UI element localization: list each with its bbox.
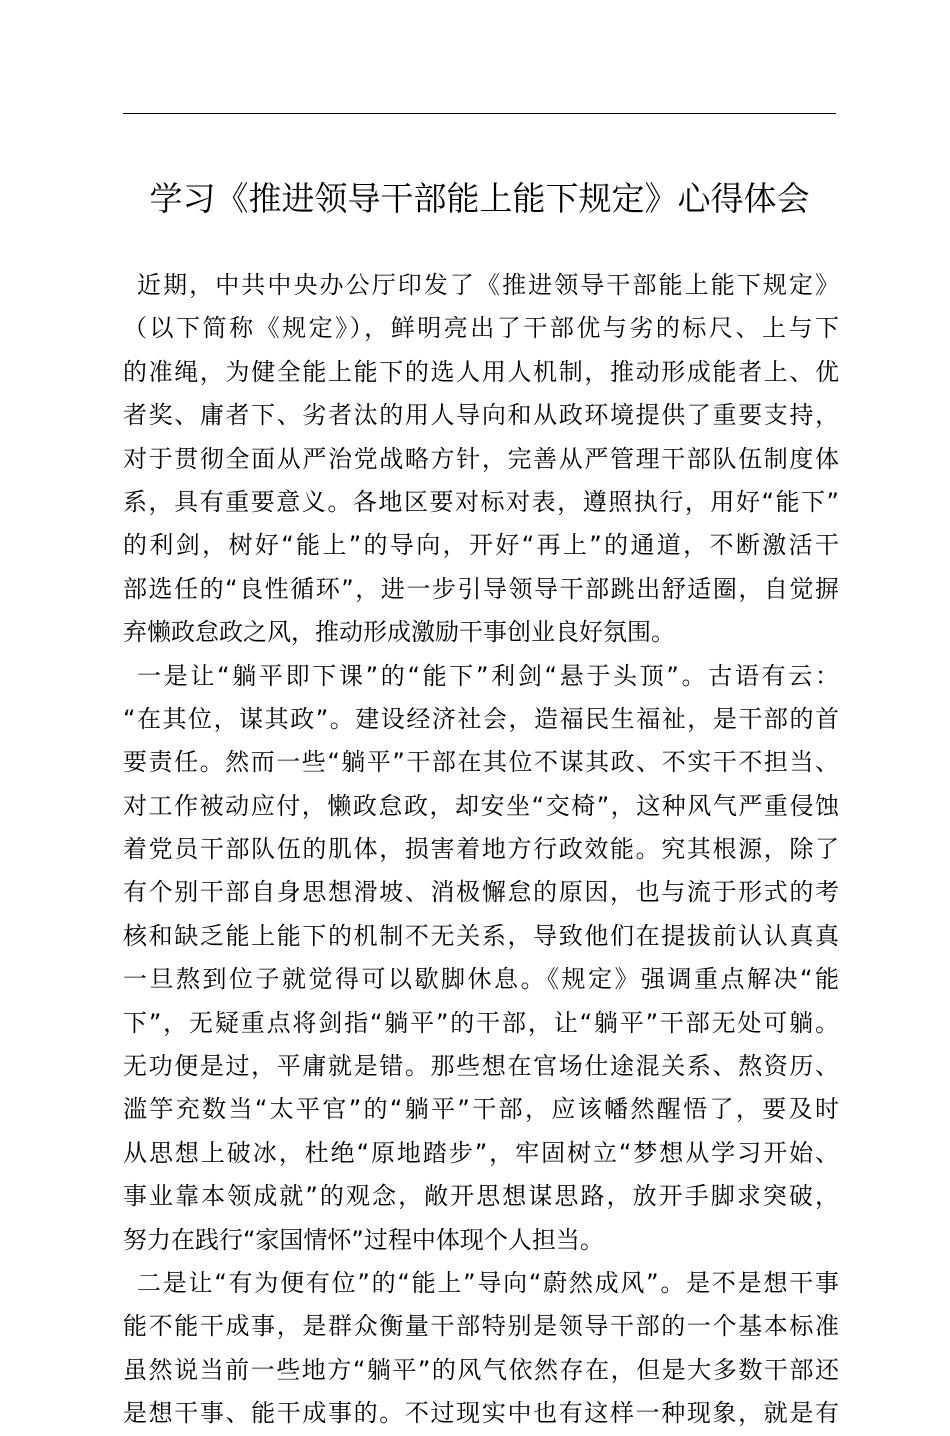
text-line: 事业靠本领成就”的观念，敞开思想谋思路，放开手脚求突破， (123, 1182, 839, 1211)
text-line: 要责任。然而一些“躺平”干部在其位不谋其政、不实干不担当、 (123, 748, 839, 777)
text-line: 部选任的“良性循环”，进一步引导领导干部跳出舒适圈，自觉摒 (123, 574, 839, 603)
text-line: 核和缺乏能上能下的机制不无关系，导致他们在提拔前认认真真 (123, 921, 839, 950)
text-line: 对工作被动应付，懒政怠政，却安坐“交椅”，这种风气严重侵蚀 (123, 791, 839, 820)
text-line: 一是让“躺平即下课”的“能下”利剑“悬于头顶”。古语有云： (137, 661, 839, 690)
text-line: 滥竽充数当“太平官”的“躺平”干部，应该幡然醒悟了，要及时 (123, 1095, 839, 1124)
text-line: 二是让“有为便有位”的“能上”导向“蔚然成风”。是不是想干事 (137, 1268, 839, 1297)
text-line: 一旦熬到位子就觉得可以歇脚休息。《规定》强调重点解决“能 (123, 965, 839, 994)
text-line: 着党员干部队伍的肌体，损害着地方行政效能。究其根源，除了 (123, 835, 839, 864)
paragraph-point-two (123, 1262, 839, 1436)
text-line: 能不能干成事，是群众衡量干部特别是领导干部的一个基本标准 (123, 1312, 839, 1341)
text-line: 努力在践行“家国情怀”过程中体现个人担当。 (123, 1225, 604, 1254)
text-line: 虽然说当前一些地方“躺平”的风气依然存在，但是大多数干部还 (123, 1355, 839, 1384)
text-line: “在其位，谋其政”。建设经济社会，造福民生福祉，是干部的首 (123, 704, 839, 733)
paragraph-intro (123, 264, 839, 655)
document-title: 学习《推进领导干部能上能下规定》心得体会 (149, 179, 810, 218)
text-line: 弃懒政怠政之风，推动形成激励干事创业良好氛围。 (123, 618, 675, 647)
text-line: 近期，中共中央办公厅印发了《推进领导干部能上能下规定》 (137, 271, 839, 299)
header-rule (123, 113, 836, 114)
text-line: 的利剑，树好“能上”的导向，开好“再上”的通道，不断激活干 (123, 531, 839, 560)
text-line: 是想干事、能干成事的。不过现实中也有这样一种现象，就是有 (123, 1399, 839, 1428)
text-line: 对于贯彻全面从严治党战略方针，完善从严管理干部队伍制度体 (123, 444, 839, 473)
text-line: 的准绳，为健全能上能下的选人用人机制，推动形成能者上、优 (123, 357, 839, 386)
text-line: 下”，无疑重点将剑指“躺平”的干部，让“躺平”干部无处可躺。 (123, 1008, 839, 1037)
text-line: 系，具有重要意义。各地区要对标对表，遵照执行，用好“能下” (123, 487, 839, 516)
text-line: （以下简称《规定》），鲜明亮出了干部优与劣的标尺、上与下 (123, 314, 839, 343)
text-line: 有个别干部自身思想滑坡、消极懈怠的原因，也与流于形式的考 (123, 878, 839, 907)
text-line: 从思想上破冰，杜绝“原地踏步”，牢固树立“梦想从学习开始、 (123, 1138, 839, 1167)
text-line: 无功便是过，平庸就是错。那些想在官场仕途混关系、熬资历、 (123, 1052, 839, 1081)
document-body (123, 264, 839, 1436)
text-line: 者奖、庸者下、劣者汰的用人导向和从政环境提供了重要支持， (123, 401, 839, 430)
paragraph-point-one (123, 655, 839, 1262)
